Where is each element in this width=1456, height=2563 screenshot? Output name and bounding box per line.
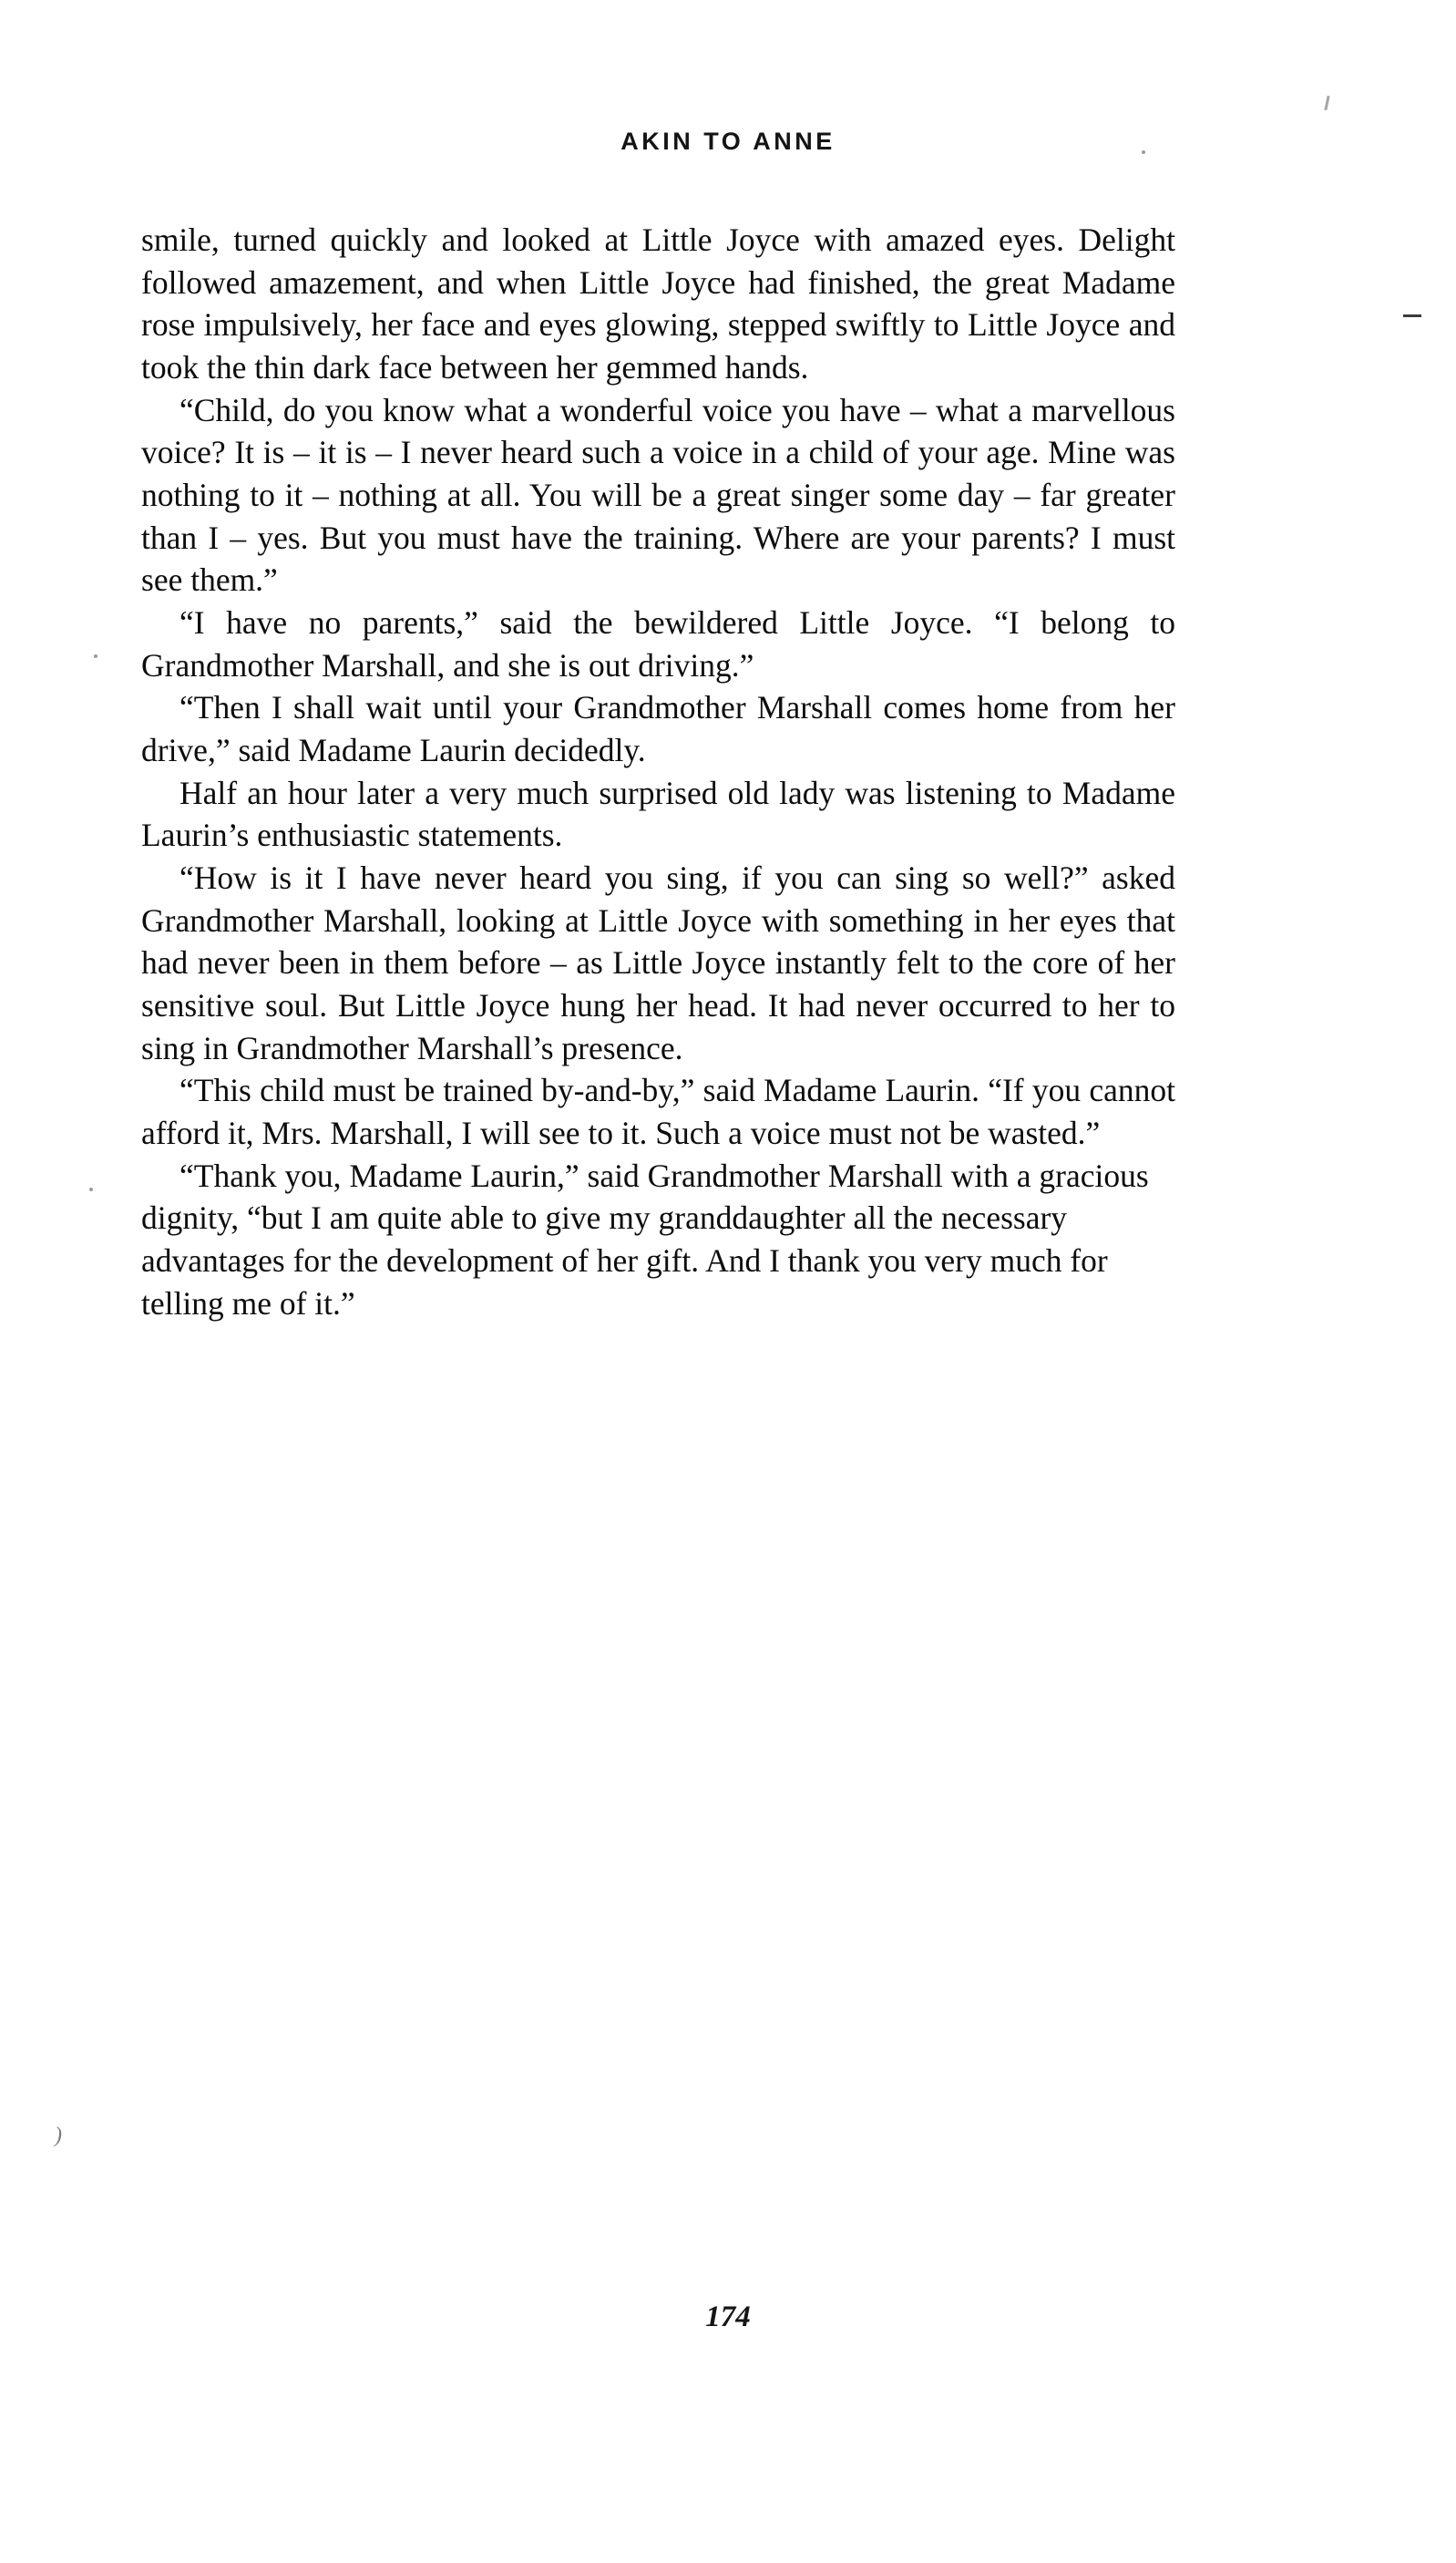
paragraph: “How is it I have never heard you sing, if you can sing so well?” asked Grandmother Marshall, looking at Little Joyce with something in her eyes that had never been in them before – as Little Joyce instantly felt to the core of her sensitive soul. But Little Joyce hung her head. It had never occurred to her to sing in Grandmother Marshall’s presence.	[141, 859, 1175, 1066]
scan-artifact-dash	[1403, 314, 1421, 317]
running-head: AKIN TO ANNE	[620, 128, 836, 155]
page-body	[141, 219, 1175, 1324]
paragraph: Half an hour later a very much surprised old lady was listening to Madame Laurin’s enthusiastic statements.	[141, 774, 1175, 854]
scan-artifact-dot	[1142, 150, 1145, 154]
paragraph: “Then I shall wait until your Grandmother Marshall comes home from her drive,” said Madame Laurin decidedly.	[141, 689, 1175, 769]
scan-artifact-tick	[1324, 96, 1329, 110]
paragraph: smile, turned quickly and looked at Little Joyce with amazed eyes. Delight followed amazement, and when Little Joyce had finished, the great Madame rose impulsively, her face and eyes glowing, stepped swiftly to Little Joyce and took the thin dark face between her gemmed hands.	[141, 221, 1175, 386]
scan-artifact-dot	[89, 1188, 93, 1191]
paragraph: “Thank you, Madame Laurin,” said Grandmother Marshall with a gracious dignity, “but I am quite able to give my granddaughter all the necessary advantages for the development of her gift. And I thank you very much for telling me of it.”	[141, 1157, 1149, 1322]
scan-artifact-mark: )	[53, 2124, 62, 2147]
scan-artifact-dot	[94, 654, 97, 658]
paragraph: “Child, do you know what a wonderful voice you have – what a marvellous voice? It is – it is – I never heard such a voice in a child of your age. Mine was nothing to it – nothing at all. You will be a great singer some day – far greater than I – yes. But you must have the training. Where are your parents? I must see them.”	[141, 391, 1175, 599]
paragraph: “I have no parents,” said the bewildered Little Joyce. “I belong to Grandmother Marshall, and she is out driving.”	[141, 604, 1175, 684]
page-number: 174	[705, 2301, 751, 2333]
paragraph: “This child must be trained by-and-by,” said Madame Laurin. “If you cannot afford it, Mrs. Marshall, I will see to it. Such a voice must not be wasted.”	[141, 1072, 1175, 1152]
